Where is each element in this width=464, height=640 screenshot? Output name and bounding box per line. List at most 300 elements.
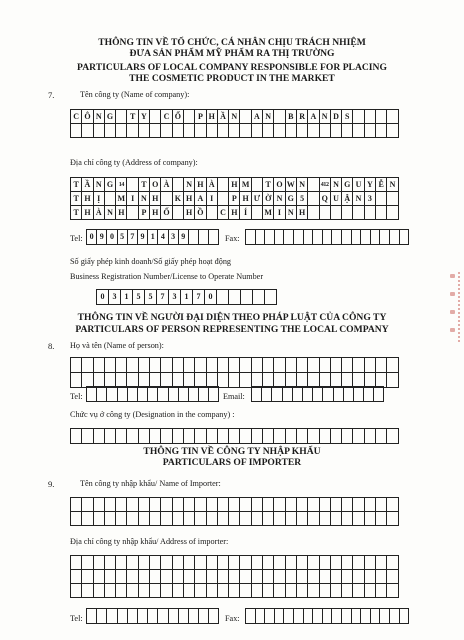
char-cell[interactable]: 14 [116,178,127,192]
char-cell[interactable] [387,584,398,598]
char-cell[interactable]: Ổ [172,110,183,124]
char-cell[interactable] [376,429,387,444]
char-cell[interactable] [138,429,149,444]
char-cell[interactable] [296,584,307,598]
char-cell[interactable] [71,498,82,512]
char-cell[interactable] [71,512,82,526]
char-cell[interactable] [104,429,115,444]
char-cell[interactable] [353,206,364,220]
char-cell[interactable] [251,178,262,192]
char-cell[interactable] [206,584,217,598]
char-cell[interactable] [172,124,183,138]
char-cell[interactable] [127,570,138,584]
char-cell[interactable] [206,556,217,570]
char-cell[interactable] [332,230,342,245]
char-cell[interactable] [107,387,117,402]
char-cell[interactable] [137,609,147,624]
char-cell[interactable] [127,387,137,402]
char-cell[interactable] [195,584,206,598]
char-cell[interactable] [168,387,178,402]
char-cell[interactable] [274,570,285,584]
char-cell[interactable] [195,512,206,526]
char-cell[interactable]: G [342,178,353,192]
char-cell[interactable] [251,429,262,444]
char-cell[interactable]: 9 [137,230,147,245]
char-cell[interactable] [150,556,161,570]
char-cell[interactable] [308,512,319,526]
char-cell[interactable] [285,512,296,526]
char-cell[interactable]: H [240,192,251,206]
char-cell[interactable] [183,556,194,570]
char-cell[interactable]: C [217,206,228,220]
char-cell[interactable] [376,124,387,138]
char-cell[interactable]: 9 [178,230,188,245]
char-cell[interactable]: H [150,206,161,220]
char-cell[interactable]: U [330,192,341,206]
char-cell[interactable] [285,584,296,598]
char-cell[interactable] [308,358,319,373]
char-cell[interactable] [116,110,127,124]
char-cell[interactable] [293,609,303,624]
char-cell[interactable] [353,429,364,444]
char-cell[interactable] [97,609,107,624]
char-cell[interactable] [387,570,398,584]
char-cell[interactable] [387,358,398,373]
char-cell[interactable] [241,290,253,305]
char-cell[interactable] [93,358,104,373]
char-cell[interactable] [127,512,138,526]
char-cell[interactable] [82,358,93,373]
char-cell[interactable] [240,429,251,444]
char-cell[interactable] [161,429,172,444]
char-cell[interactable] [116,358,127,373]
char-cell[interactable] [263,429,274,444]
char-cell[interactable]: H [150,192,161,206]
char-cell[interactable] [229,429,240,444]
char-cell[interactable] [361,609,371,624]
char-cell[interactable] [104,584,115,598]
char-cell[interactable] [209,387,219,402]
designation-grid[interactable] [70,428,399,444]
char-cell[interactable]: 3 [364,192,375,206]
char-cell[interactable]: B [285,110,296,124]
char-cell[interactable] [240,358,251,373]
char-cell[interactable]: Ô [82,110,93,124]
char-cell[interactable] [229,498,240,512]
char-cell[interactable]: N [93,178,104,192]
char-cell[interactable]: N [319,110,330,124]
char-cell[interactable] [302,387,312,402]
char-cell[interactable] [296,570,307,584]
char-cell[interactable] [285,570,296,584]
char-cell[interactable] [296,556,307,570]
char-cell[interactable] [127,124,138,138]
char-cell[interactable] [263,358,274,373]
char-cell[interactable] [138,498,149,512]
char-cell[interactable] [308,584,319,598]
char-cell[interactable]: P [195,110,206,124]
char-cell[interactable] [93,429,104,444]
char-cell[interactable] [172,556,183,570]
char-cell[interactable]: C [71,110,82,124]
char-cell[interactable] [161,358,172,373]
char-cell[interactable] [148,609,158,624]
char-cell[interactable] [104,498,115,512]
char-cell[interactable] [332,609,342,624]
char-cell[interactable] [172,358,183,373]
char-cell[interactable]: 1 [181,290,193,305]
char-cell[interactable] [265,230,275,245]
company-fax-grid[interactable] [245,229,409,245]
char-cell[interactable] [342,358,353,373]
char-cell[interactable] [82,570,93,584]
char-cell[interactable] [127,498,138,512]
char-cell[interactable] [127,556,138,570]
char-cell[interactable] [104,124,115,138]
char-cell[interactable] [116,124,127,138]
char-cell[interactable] [209,609,219,624]
char-cell[interactable] [178,609,188,624]
char-cell[interactable] [285,429,296,444]
char-cell[interactable] [161,570,172,584]
char-cell[interactable] [82,556,93,570]
char-cell[interactable] [117,387,127,402]
char-cell[interactable] [116,498,127,512]
char-cell[interactable] [319,206,330,220]
char-cell[interactable]: 5 [117,230,127,245]
char-cell[interactable]: Ễ [376,178,387,192]
char-cell[interactable]: N [353,192,364,206]
char-cell[interactable] [274,498,285,512]
char-cell[interactable] [370,230,380,245]
char-cell[interactable]: 3 [169,290,181,305]
char-cell[interactable]: H [296,206,307,220]
char-cell[interactable] [127,609,137,624]
char-cell[interactable] [117,609,127,624]
char-cell[interactable] [364,570,375,584]
char-cell[interactable] [319,512,330,526]
char-cell[interactable]: I [127,192,138,206]
char-cell[interactable]: K [172,192,183,206]
char-cell[interactable]: N [296,178,307,192]
char-cell[interactable] [172,429,183,444]
char-cell[interactable] [161,584,172,598]
char-cell[interactable] [150,584,161,598]
char-cell[interactable] [104,512,115,526]
char-cell[interactable] [263,124,274,138]
char-cell[interactable] [274,512,285,526]
char-cell[interactable]: Ờ [263,192,274,206]
char-cell[interactable] [263,556,274,570]
char-cell[interactable] [137,387,147,402]
char-cell[interactable]: H [82,206,93,220]
char-cell[interactable] [364,206,375,220]
char-cell[interactable] [229,570,240,584]
char-cell[interactable]: Y [364,178,375,192]
char-cell[interactable] [150,429,161,444]
char-cell[interactable] [319,358,330,373]
char-cell[interactable] [285,358,296,373]
char-cell[interactable] [263,512,274,526]
char-cell[interactable]: N [330,178,341,192]
char-cell[interactable]: 412 [319,178,330,192]
char-cell[interactable] [87,609,97,624]
char-cell[interactable]: M [240,178,251,192]
char-cell[interactable] [158,609,168,624]
char-cell[interactable] [206,570,217,584]
char-cell[interactable] [251,512,262,526]
char-cell[interactable] [374,387,384,402]
char-cell[interactable] [183,358,194,373]
char-cell[interactable] [342,498,353,512]
char-cell[interactable] [148,387,158,402]
char-cell[interactable] [342,124,353,138]
char-cell[interactable] [229,512,240,526]
char-cell[interactable] [199,609,209,624]
char-cell[interactable] [361,230,371,245]
char-cell[interactable] [282,387,292,402]
char-cell[interactable] [303,230,313,245]
char-cell[interactable] [195,429,206,444]
char-cell[interactable] [353,512,364,526]
char-cell[interactable] [195,358,206,373]
char-cell[interactable] [206,124,217,138]
char-cell[interactable]: 0 [107,230,117,245]
char-cell[interactable]: D [330,110,341,124]
char-cell[interactable] [188,387,198,402]
char-cell[interactable]: M [263,206,274,220]
char-cell[interactable] [263,498,274,512]
char-cell[interactable] [274,556,285,570]
char-cell[interactable] [296,512,307,526]
char-cell[interactable]: 5 [145,290,157,305]
char-cell[interactable] [308,206,319,220]
char-cell[interactable]: I [206,192,217,206]
char-cell[interactable] [376,498,387,512]
person-email-grid[interactable] [251,386,384,402]
char-cell[interactable] [93,584,104,598]
char-cell[interactable]: M [116,192,127,206]
char-cell[interactable] [296,358,307,373]
char-cell[interactable] [387,556,398,570]
char-cell[interactable] [376,584,387,598]
char-cell[interactable] [265,290,277,305]
char-cell[interactable]: Ị [93,192,104,206]
char-cell[interactable] [71,124,82,138]
char-cell[interactable]: I [274,206,285,220]
char-cell[interactable] [161,498,172,512]
char-cell[interactable] [206,206,217,220]
char-cell[interactable] [240,498,251,512]
char-cell[interactable] [183,570,194,584]
char-cell[interactable] [262,387,272,402]
char-cell[interactable] [308,178,319,192]
char-cell[interactable] [71,556,82,570]
char-cell[interactable] [364,387,374,402]
char-cell[interactable]: H [183,192,194,206]
char-cell[interactable]: N [285,206,296,220]
char-cell[interactable] [246,230,256,245]
char-cell[interactable] [82,498,93,512]
char-cell[interactable] [229,584,240,598]
char-cell[interactable] [353,498,364,512]
char-cell[interactable] [172,570,183,584]
char-cell[interactable] [206,429,217,444]
char-cell[interactable] [364,124,375,138]
char-cell[interactable] [387,124,398,138]
char-cell[interactable] [308,570,319,584]
char-cell[interactable] [284,609,294,624]
char-cell[interactable] [206,512,217,526]
char-cell[interactable]: À [161,178,172,192]
char-cell[interactable] [138,124,149,138]
char-cell[interactable]: 5 [296,192,307,206]
char-cell[interactable] [274,230,284,245]
importer-address-grid[interactable] [70,555,399,598]
char-cell[interactable] [387,429,398,444]
char-cell[interactable] [353,110,364,124]
char-cell[interactable]: O [150,178,161,192]
company-address-grid[interactable] [70,177,399,220]
char-cell[interactable]: Ồ [195,206,206,220]
char-cell[interactable] [387,206,398,220]
char-cell[interactable]: T [71,192,82,206]
char-cell[interactable] [251,358,262,373]
char-cell[interactable] [183,124,194,138]
char-cell[interactable] [342,570,353,584]
char-cell[interactable] [172,178,183,192]
char-cell[interactable] [296,124,307,138]
char-cell[interactable] [93,124,104,138]
char-cell[interactable] [161,556,172,570]
char-cell[interactable] [116,584,127,598]
char-cell[interactable] [319,570,330,584]
char-cell[interactable] [127,358,138,373]
char-cell[interactable] [93,556,104,570]
char-cell[interactable] [263,584,274,598]
char-cell[interactable] [82,584,93,598]
char-cell[interactable]: T [71,206,82,220]
char-cell[interactable] [342,206,353,220]
char-cell[interactable] [343,387,353,402]
char-cell[interactable] [195,124,206,138]
char-cell[interactable] [308,556,319,570]
char-cell[interactable] [183,584,194,598]
char-cell[interactable] [285,498,296,512]
char-cell[interactable] [251,206,262,220]
char-cell[interactable]: N [93,110,104,124]
char-cell[interactable] [206,498,217,512]
char-cell[interactable] [376,556,387,570]
char-cell[interactable] [399,230,409,245]
char-cell[interactable] [274,358,285,373]
char-cell[interactable] [274,124,285,138]
char-cell[interactable] [240,110,251,124]
char-cell[interactable] [229,358,240,373]
char-cell[interactable] [333,387,343,402]
char-cell[interactable] [217,429,228,444]
char-cell[interactable] [285,556,296,570]
char-cell[interactable]: H [195,178,206,192]
char-cell[interactable] [138,584,149,598]
char-cell[interactable]: N [138,192,149,206]
char-cell[interactable]: Ố [161,206,172,220]
char-cell[interactable] [272,387,282,402]
char-cell[interactable]: Y [138,110,149,124]
char-cell[interactable] [364,358,375,373]
company-name-grid[interactable] [70,109,399,138]
char-cell[interactable] [87,387,97,402]
char-cell[interactable] [308,429,319,444]
char-cell[interactable] [364,556,375,570]
char-cell[interactable] [93,512,104,526]
importer-fax-grid[interactable] [245,608,409,624]
char-cell[interactable] [150,358,161,373]
char-cell[interactable] [322,230,332,245]
char-cell[interactable]: T [127,110,138,124]
char-cell[interactable]: N [183,178,194,192]
char-cell[interactable]: N [387,178,398,192]
char-cell[interactable] [387,498,398,512]
char-cell[interactable]: R [296,110,307,124]
char-cell[interactable]: H [82,192,93,206]
char-cell[interactable] [82,512,93,526]
char-cell[interactable] [183,512,194,526]
char-cell[interactable] [183,429,194,444]
char-cell[interactable] [376,110,387,124]
char-cell[interactable] [217,192,228,206]
char-cell[interactable] [195,570,206,584]
char-cell[interactable] [323,387,333,402]
char-cell[interactable]: A [195,192,206,206]
char-cell[interactable] [322,609,332,624]
char-cell[interactable]: 1 [121,290,133,305]
char-cell[interactable] [370,609,380,624]
char-cell[interactable]: G [104,110,115,124]
person-name-grid[interactable] [70,357,399,388]
char-cell[interactable]: 7 [157,290,169,305]
char-cell[interactable] [158,387,168,402]
char-cell[interactable] [240,570,251,584]
char-cell[interactable] [330,429,341,444]
char-cell[interactable]: S [342,110,353,124]
char-cell[interactable] [150,498,161,512]
char-cell[interactable]: C [161,110,172,124]
char-cell[interactable] [93,570,104,584]
char-cell[interactable] [138,358,149,373]
char-cell[interactable]: 1 [148,230,158,245]
char-cell[interactable] [274,584,285,598]
char-cell[interactable]: N [104,206,115,220]
char-cell[interactable] [161,124,172,138]
char-cell[interactable]: Ậ [342,192,353,206]
char-cell[interactable]: Ầ [82,178,93,192]
char-cell[interactable] [240,556,251,570]
char-cell[interactable] [240,584,251,598]
char-cell[interactable] [364,584,375,598]
char-cell[interactable] [240,512,251,526]
char-cell[interactable]: U [353,178,364,192]
char-cell[interactable] [251,584,262,598]
char-cell[interactable] [353,570,364,584]
char-cell[interactable] [116,570,127,584]
char-cell[interactable] [351,609,361,624]
char-cell[interactable] [178,387,188,402]
char-cell[interactable]: Í [240,206,251,220]
char-cell[interactable] [195,556,206,570]
char-cell[interactable] [229,290,241,305]
char-cell[interactable] [253,290,265,305]
